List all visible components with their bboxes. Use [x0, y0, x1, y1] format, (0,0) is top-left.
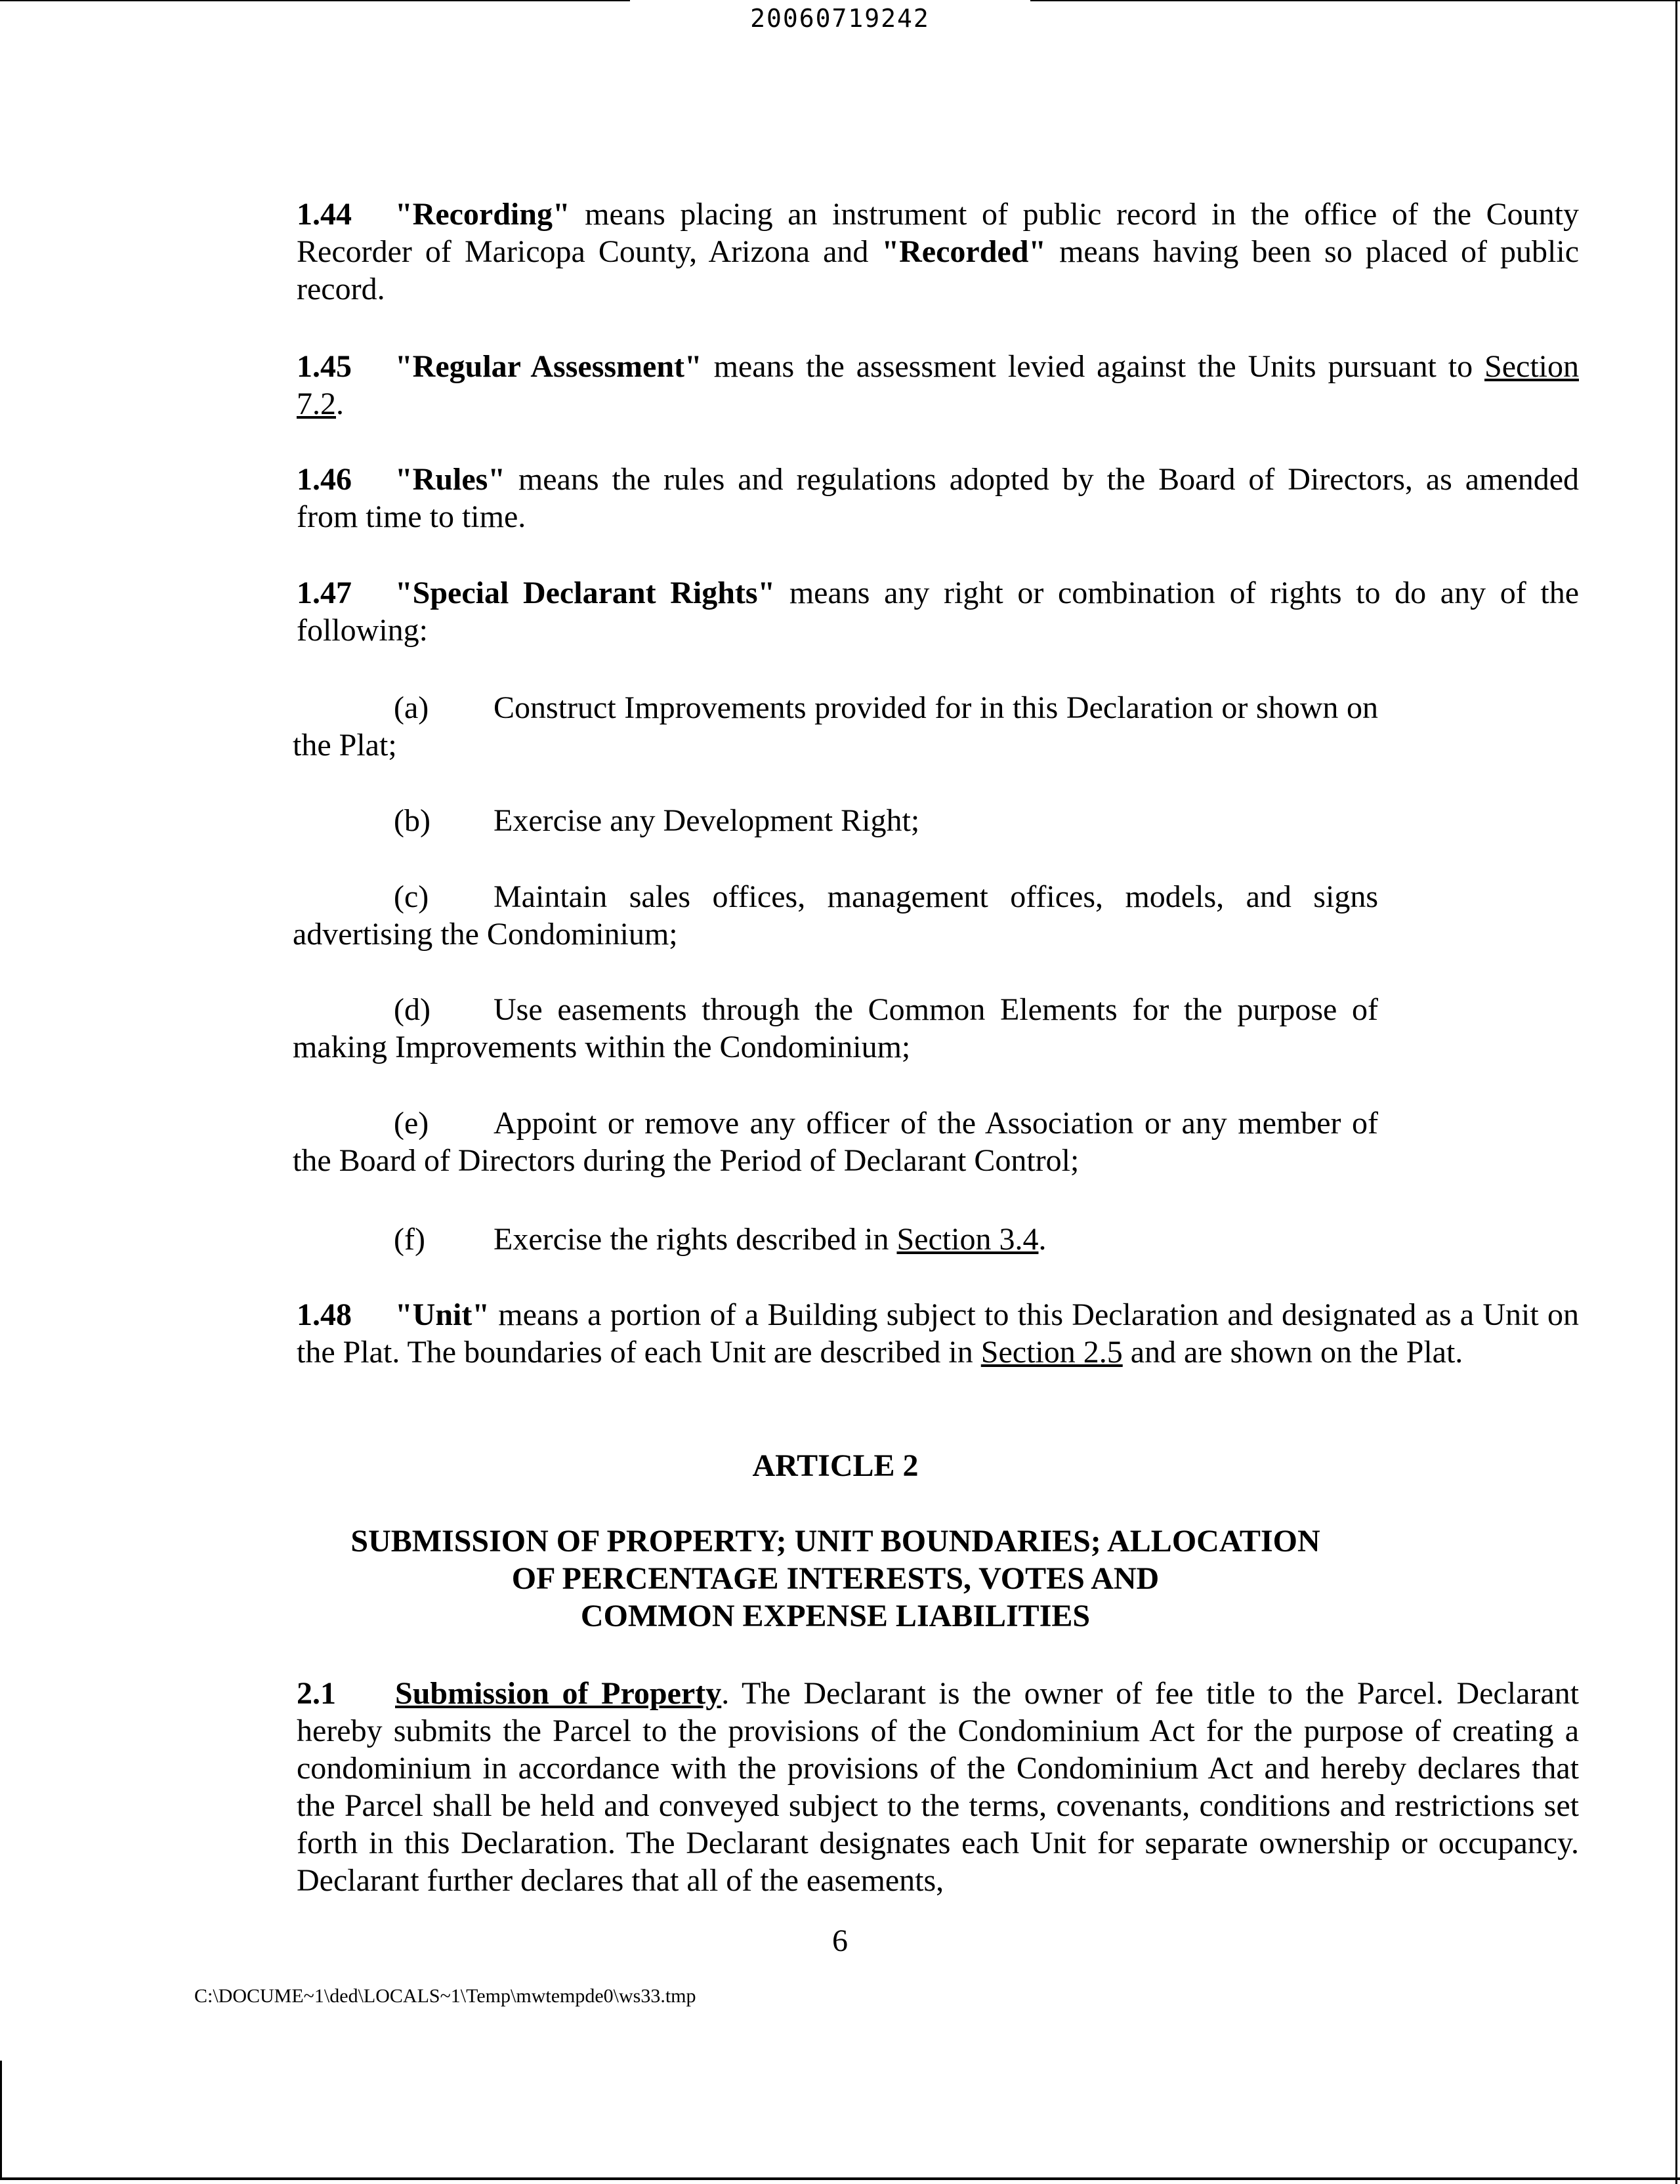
page-number: 6	[832, 1923, 848, 1958]
list-item-text: Construct Improvements provided for in this Declaration or shown on the Plat;	[293, 690, 1378, 763]
article-heading-line: OF PERCENTAGE INTERESTS, VOTES AND	[511, 1561, 1160, 1596]
section-text: . The Declarant is the owner of fee title to the Parcel. Declarant hereby submits the Parcel to the provisions of the Condominium Act for the purpose of creating a condominium in accordance with the provisions of the Condominium Act and hereby declares that the Parcel shall be held and conveyed subject to the terms, covenants, conditions and restrictions set forth in this Declaration. The Declarant designates each Unit for separate ownership or occupancy. Declarant further declares that all of the easements,	[297, 1676, 1580, 1898]
definition-1-48	[194, 1296, 1579, 1371]
definition-text: .	[336, 387, 344, 421]
definition-text: means a portion of a Building subject to this Declaration and designated as a Unit on the Plat. The boundaries of each Unit are described in	[297, 1297, 1579, 1370]
list-item	[293, 802, 1378, 839]
left-border	[0, 2061, 2, 2179]
list-item	[293, 878, 1378, 953]
definition-1-47	[194, 574, 1579, 649]
section-2-1	[194, 1675, 1579, 1899]
list-item-text: Exercise the rights described in	[494, 1222, 897, 1257]
article-heading	[194, 1522, 1477, 1635]
section-number: 1.48	[297, 1297, 352, 1332]
list-item-text: Appoint or remove any officer of the Association or any member of the Board of Directors during the Period of Declarant Control;	[293, 1106, 1378, 1178]
definition-text: means the rules and regulations adopted by the Board of Directors, as amended from time to time.	[297, 462, 1579, 534]
list-item-label: (c)	[394, 879, 429, 914]
file-path: C:\DOCUME~1\ded\LOCALS~1\Temp\mwtempde0\ws33.tmp	[194, 1985, 696, 2007]
definition-text: means placing an instrument of public record in the office of the County Recorder of Maricopa County, Arizona and	[297, 197, 1579, 269]
defined-term: "Unit"	[395, 1297, 490, 1332]
definition-text: means having been so placed of public record.	[297, 234, 1580, 306]
definition-text: and are shown on the Plat.	[1122, 1335, 1463, 1370]
list-item-label: (e)	[394, 1106, 429, 1141]
section-title: Submission of Property	[395, 1676, 722, 1711]
list-item-text: .	[1038, 1222, 1047, 1257]
defined-term: "Regular Assessment"	[395, 349, 702, 384]
article-title: ARTICLE 2	[752, 1448, 919, 1483]
article-heading-line: SUBMISSION OF PROPERTY; UNIT BOUNDARIES; ALLOCATION	[350, 1524, 1320, 1559]
list-item-label: (b)	[394, 803, 430, 838]
defined-term: "Rules"	[395, 462, 505, 497]
defined-term: "Recording"	[395, 197, 570, 232]
list-item	[293, 991, 1378, 1066]
list-item	[293, 1104, 1378, 1179]
article-heading-line: COMMON EXPENSE LIABILITIES	[580, 1599, 1091, 1633]
list-item-text: Maintain sales offices, management offices, models, and signs advertising the Condominium;	[293, 879, 1378, 952]
section-number: 1.47	[297, 576, 352, 610]
list-item-label: (f)	[394, 1222, 425, 1257]
section-reference: Section 2.5	[980, 1335, 1123, 1370]
top-border-left	[0, 0, 630, 1]
right-border	[1675, 0, 1677, 2184]
defined-term: "Recorded"	[881, 234, 1047, 269]
document-number: 20060719242	[750, 4, 930, 33]
list-item	[293, 1221, 1378, 1258]
list-item-text: Exercise any Development Right;	[494, 803, 920, 838]
section-number: 2.1	[297, 1676, 336, 1711]
list-item-label: (a)	[394, 690, 429, 725]
definition-text: means any right or combination of rights to do any of the following:	[297, 576, 1579, 648]
definition-1-44	[194, 196, 1579, 308]
top-border-right	[1030, 0, 1680, 1]
section-reference: Section 3.4	[896, 1222, 1039, 1257]
list-item	[293, 689, 1378, 764]
bottom-border	[0, 2177, 1680, 2180]
defined-term: "Special Declarant Rights"	[395, 576, 776, 610]
definition-text: means the assessment levied against the Units pursuant to	[702, 349, 1485, 384]
list-item-text: Use easements through the Common Elements for the purpose of making Improvements within the Condominium;	[293, 992, 1378, 1064]
section-number: 1.44	[297, 197, 352, 232]
section-number: 1.46	[297, 462, 352, 497]
definition-1-46	[194, 461, 1579, 536]
list-item-label: (d)	[394, 992, 430, 1027]
definition-1-45	[194, 348, 1579, 423]
section-reference: Section 7.2	[297, 349, 1579, 421]
section-number: 1.45	[297, 349, 352, 384]
